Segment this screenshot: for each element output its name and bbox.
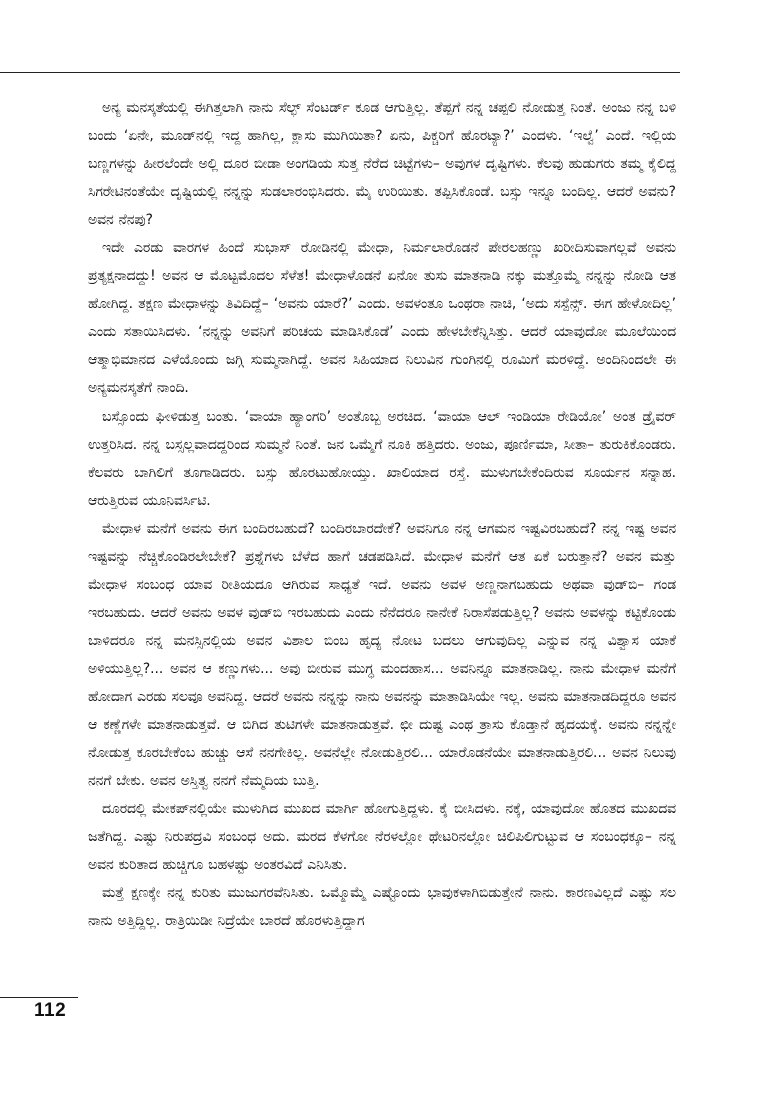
paragraph-text: ದೂರದಲ್ಲಿ ಮೇಕಪ್‌ನಲ್ಲಿಯೇ ಮುಳುಗಿದ ಮುಖದ ಮಾರ್ಗಿ ಹೋಗುತ್ತಿದ್ದಳು. ಕೈ ಬೀಸಿದಳು. ನಕ್ಕೆ, ಯಾವುದೋ ಹೊತದ ಮುಖದವ ಜತೆಗಿದ್ದ. ಎಷ್ಟು ನಿರುಪದ್ರವಿ ಸಂಬಂಧ ಅದು. ಮರದ ಕೆಳಗೋ ನೆರಳಲ್ಲೋ ಥೇಟರಿನಲ್ಲೋ ಚಿಲಿಪಿಲಿಗುಟ್ಟುವ ಆ ಸಂಬಂಧಕ್ಕೂ– ನನ್ನ ಅವನ ಕುರಿತಾದ ಹುಚ್ಚಿಗೂ ಬಹಳಷ್ಟು ಅಂತರವಿದೆ ಎನಿಸಿತು. [88, 801, 676, 874]
top-rule [0, 72, 680, 73]
body-text [88, 94, 676, 935]
paragraph-4 [88, 515, 676, 795]
paragraph-text: ಮತ್ತೆ ಕ್ಷಣಕ್ಕೇ ನನ್ನ ಕುರಿತು ಮುಜುಗರವೆನಿಸಿತು. ಒಮ್ಮೊಮ್ಮೆ ಎಷ್ಟೊಂದು ಭಾವುಕಳಾಗಿಬಿಡುತ್ತೇನೆ ನಾನು. ಕಾರಣವಿಲ್ಲದೆ ಎಷ್ಟು ಸಲ ನಾನು ಅತ್ತಿದ್ದಿಲ್ಲ. ರಾತ್ರಿಯಿಡೀ ನಿದ್ರೆಯೇ ಬಾರದೆ ಹೊರಳುತ್ತಿದ್ದಾಗ [88, 885, 676, 930]
paragraph-text: ಅನ್ಯ ಮನಸ್ಕತೆಯಲ್ಲಿ ಈಗಿತ್ತಲಾಗಿ ನಾನು ಸೆಲ್ಫ್ ಸೆಂಟರ್ಡ್ ಕೂಡ ಆಗುತ್ತಿಲ್ಲ. ತೆಪ್ಪಗೆ ನನ್ನ ಚಪ್ಪಲಿ ನೋಡುತ್ತ ನಿಂತೆ. ಅಂಜು ನನ್ನ ಬಳಿ ಬಂದು ‘ಏನೇ, ಮೂಡ್‌ನಲ್ಲಿ ಇದ್ದ ಹಾಗಿಲ್ಲ, ಕ್ಲಾಸು ಮುಗಿಯಿತಾ? ಏನು, ಪಿಕ್ಚರಿಗೆ ಹೊರಟ್ಯಾ?’ ಎಂದಳು. ‘ಇಲ್ವೆ’ ಎಂದೆ. ಇಲ್ಲಿಯ ಬಣ್ಣಗಳನ್ನು ಹೀರಲೆಂದೇ ಅಲ್ಲಿ ದೂರ ಬೀಡಾ ಅಂಗಡಿಯ ಸುತ್ತ ನೆರೆದ ಚಿಟ್ಟೆಗಳು– ಅವುಗಳ ದೃಷ್ಟಿಗಳು. ಕೆಲವು ಹುಡುಗರು ತಮ್ಮ ಕೈಲಿದ್ದ ಸಿಗರೇಟಿನಂತೆಯೇ ದೃಷ್ಟಿಯಲ್ಲಿ ನನ್ನನ್ನು ಸುಡಲಾರಂಭಿಸಿದರು. ಮೈ ಉರಿಯಿತು. ತಪ್ಪಿಸಿಕೊಂಡೆ. ಬಸ್ಸು ಇನ್ನೂ ಬಂದಿಲ್ಲ. ಆದರೆ ಅವನು? ಅವನ ನೆನಪು? [88, 100, 676, 229]
paragraph-text: ಬಸ್ಸೊಂದು ಘೀಳಿಡುತ್ತ ಬಂತು. ‘ವಾಯಾ ಹ್ಯಾಂಗರಿ’ ಅಂತೊಬ್ಬ ಅರಚಿದ. ‘ವಾಯಾ ಆಲ್ ಇಂಡಿಯಾ ರೇಡಿಯೋ’ ಅಂತ ಡ್ರೈವರ್ ಉತ್ತರಿಸಿದ. ನನ್ನ ಬಸ್ಸಲ್ಲವಾದದ್ದರಿಂದ ಸುಮ್ಮನೆ ನಿಂತೆ. ಜನ ಒಮ್ಮೆಗೆ ನೂಕಿ ಹತ್ತಿದರು. ಅಂಜು, ಪೂರ್ಣಿಮಾ, ಸೀತಾ– ತುರುಕಿಕೊಂಡರು. ಕೆಲವರು ಬಾಗಿಲಿಗೆ ತೂಗಾಡಿದರು. ಬಸ್ಸು ಹೊರಟುಹೋಯ್ತು. ಖಾಲಿಯಾದ ರಸ್ತೆ. ಮುಳುಗಬೇಕೆಂದಿರುವ ಸೂರ್ಯನ ಸನ್ನಾಹ. ಆರುತ್ತಿರುವ ಯೂನಿವರ್ಸಿಟಿ. [88, 408, 676, 509]
paragraph-5 [88, 795, 676, 879]
page-number-rule [0, 997, 78, 998]
paragraph-3 [88, 403, 676, 515]
paragraph-text: ಇದೇ ಎರಡು ವಾರಗಳ ಹಿಂದೆ ಸುಭಾಸ್ ರೋಡಿನಲ್ಲಿ ಮೇಧಾ, ನಿರ್ಮಲಾರೊಡನೆ ಪೇರಲಹಣ್ಣು ಖರೀದಿಸುವಾಗಲ್ಲವೆ ಅವನು ಪ್ರತ್ಯಕ್ಷನಾದದ್ದು! ಅವನ ಆ ಮೊಟ್ಟಮೊದಲ ಸೆಳೆತ! ಮೇಧಾಳೊಡನೆ ಏನೋ ತುಸು ಮಾತನಾಡಿ ನಕ್ಕು ಮತ್ತೊಮ್ಮೆ ನನ್ನನ್ನು ನೋಡಿ ಆತ ಹೋಗಿದ್ದ. ತಕ್ಷಣ ಮೇಧಾಳನ್ನು ತಿವಿದಿದ್ದೆ– ‘ಅವನು ಯಾರೆ?’ ಎಂದು. ಅವಳಂತೂ ಒಂಥರಾ ನಾಚಿ, ‘ಅದು ಸಸ್ಪೆನ್ಸ್. ಈಗ ಹೇಳೋದಿಲ್ಲ’ ಎಂದು ಸತಾಯಿಸಿದಳು. ‘ನನ್ನನ್ನು ಅವನಿಗೆ ಪರಿಚಯ ಮಾಡಿಸಿಕೊಡೆ’ ಎಂದು ಹೇಳಬೇಕೆನ್ನಿಸಿತ್ತು. ಆದರೆ ಯಾವುದೋ ಮೂಲೆಯಿಂದ ಆತ್ಮಾಭಿಮಾನದ ಎಳೆಯೊಂದು ಜಗ್ಗಿ ಸುಮ್ಮನಾಗಿದ್ದೆ. ಅವನ ಸಿಹಿಯಾದ ನಿಲುವಿನ ಗುಂಗಿನಲ್ಲಿ ರೂಮಿಗೆ ಮರಳಿದ್ದೆ. ಅಂದಿನಿಂದಲೇ ಈ ಅನ್ಯಮನಸ್ಕತೆಗೆ ನಾಂದಿ. [88, 240, 676, 397]
page-number: 112 [34, 1000, 67, 1021]
paragraph-text: ಮೇಧಾಳ ಮನೆಗೆ ಅವನು ಈಗ ಬಂದಿರಬಹುದೆ? ಬಂದಿರಬಾರದೇಕೆ? ಅವನಿಗೂ ನನ್ನ ಆಗಮನ ಇಷ್ಟವಿರಬಹುದೆ? ನನ್ನ ಇಷ್ಟ ಅವನ ಇಷ್ಟವನ್ನು ನೆಚ್ಚಿಕೊಂಡಿರಲೇಬೇಕೆ? ಪ್ರಶ್ನೆಗಳು ಬೆಳೆದ ಹಾಗೆ ಚಡಪಡಿಸಿದೆ. ಮೇಧಾಳ ಮನೆಗೆ ಆತ ಏಕೆ ಬರುತ್ತಾನೆ? ಅವನ ಮತ್ತು ಮೇಧಾಳ ಸಂಬಂಧ ಯಾವ ರೀತಿಯದೂ ಆಗಿರುವ ಸಾಧ್ಯತೆ ಇದೆ. ಅವನು ಅವಳ ಅಣ್ಣನಾಗಬಹುದು ಅಥವಾ ವುಡ್‌ಬಿ– ಗಂಡ ಇರಬಹುದು. ಆದರೆ ಅವನು ಅವಳ ವುಡ್‌ಬಿ ಇರಬಹುದು ಎಂದು ನೆನೆದರೂ ನಾನೇಕೆ ನಿರಾಸೆಪಡುತ್ತಿಲ್ಲ? ಅವನು ಅವಳನ್ನು ಕಟ್ಟಿಕೊಂಡು ಬಾಳಿದರೂ ನನ್ನ ಮನಸ್ಸಿನಲ್ಲಿಯ ಅವನ ವಿಶಾಲ ಬಿಂಬ ಹೃದ್ಯ ನೋಟ ಬದಲು ಆಗುವುದಿಲ್ಲ ಎನ್ನುವ ನನ್ನ ವಿಶ್ವಾಸ ಯಾಕೆ ಅಳಿಯುತ್ತಿಲ್ಲ?... ಅವನ ಆ ಕಣ್ಣುಗಳು... ಅವು ಬೀರುವ ಮುಗ್ಧ ಮಂದಹಾಸ... ಅವನಿನ್ನೂ ಮಾತನಾಡಿಲ್ಲ. ನಾನು ಮೇಧಾಳ ಮನೆಗೆ ಹೋದಾಗ ಎರಡು ಸಲವೂ ಅವನಿದ್ದ. ಆದರೆ ಅವನು ನನ್ನನ್ನು ನಾನು ಅವನನ್ನು ಮಾತಾಡಿಸಿಯೇ ಇಲ್ಲ. ಅವನು ಮಾತನಾಡದಿದ್ದರೂ ಅವನ ಆ ಕಣ್ಣೆಗಳೇ ಮಾತನಾಡುತ್ತವೆ. ಆ ಬಿಗಿದ ತುಟಿಗಳೇ ಮಾತನಾಡುತ್ತವೆ. ಛೀ ದುಷ್ಟ ಎಂಥ ತ್ರಾಸು ಕೊಡ್ತಾನೆ ಹೃದಯಕ್ಕೆ. ಅವನು ನನ್ನನ್ನೇ ನೋಡುತ್ತ ಕೂರಬೇಕೆಂಬ ಹುಚ್ಚು ಆಸೆ ನನಗೇಕಿಲ್ಲ. ಅವನೆಲ್ಲೇ ನೋಡುತ್ತಿರಲಿ... ಯಾರೊಡನೆಯೇ ಮಾತನಾಡುತ್ತಿರಲಿ... ಅವನ ನಿಲುವು ನನಗೆ ಬೇಕು. ಅವನ ಅಸ್ತಿತ್ವ ನನಗೆ ನೆಮ್ಮದಿಯ ಬುತ್ತಿ. [88, 520, 676, 790]
paragraph-1 [88, 94, 676, 234]
paragraph-6 [88, 879, 676, 935]
paragraph-2 [88, 234, 676, 402]
